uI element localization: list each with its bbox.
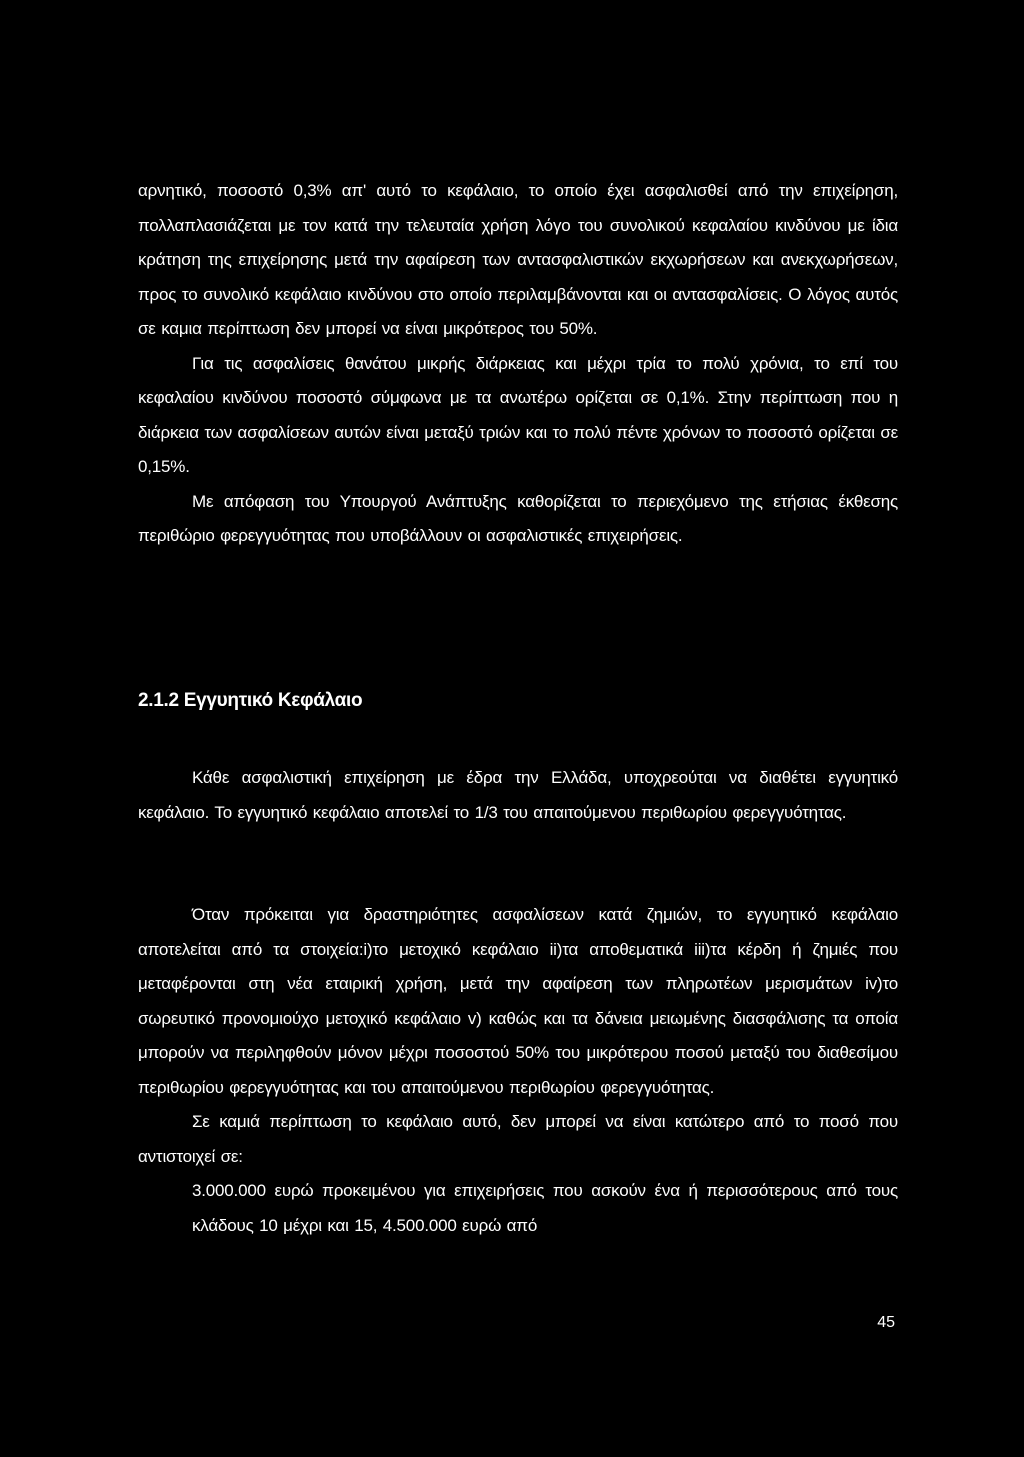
paragraph: Σε καμιά περίπτωση το κεφάλαιο αυτό, δεν μπορεί να είναι κατώτερο από το ποσό που αντιστοιχεί σε: — [138, 1112, 898, 1166]
paragraph: Όταν πρόκειται για δραστηριότητες ασφαλίσεων κατά ζημιών, το εγγυητικό κεφάλαιο αποτελείται από τα στοιχεία:i)το μετοχικό κεφάλαιο ii)τα αποθεματικά iii)τα κέρδη ή ζημιές που μεταφέρονται στη νέα εταιρική χρήση, μετά την αφαίρεση των πληρωτέων μερισμάτων iv)το σωρευτικό προνομιούχο μετοχικό κεφάλαιο v) καθώς και τα δάνεια μειωμένης διασφάλισης τα οποία μπορούν να περιληφθούν μόνον μέχρι ποσοστού 50% του μικρότερου ποσού μεταξύ του διαθεσίμου περιθωρίου φερεγγυότητας και του απαιτούμενου περιθωρίου φερεγγυότητας. — [138, 905, 898, 1097]
paragraph: αρνητικό, ποσοστό 0,3% απ' αυτό το κεφάλαιο, το οποίο έχει ασφαλισθεί από την επιχείρηση, πολλαπλασιάζεται με τον κατά την τελευταία χρήση λόγο του συνολικού κεφαλαίου κινδύνου με ίδια κράτηση της επιχείρησης μετά την αφαίρεση των αντασφαλιστικών εκχωρήσεων και ανεκχωρήσεων, προς το συνολικό κεφάλαιο κινδύνου στο οποίο περιλαμβάνονται και οι αντασφαλίσεις. Ο λόγος αυτός σε καμια περίπτωση δεν μπορεί να είναι μικρότερος του 50%. — [138, 181, 898, 338]
body-text-top — [138, 174, 898, 554]
page-number: 45 — [877, 1314, 895, 1331]
body-text-bottom — [138, 898, 898, 1243]
paragraph: Για τις ασφαλίσεις θανάτου μικρής διάρκειας και μέχρι τρία το πολύ χρόνια, το επί του κεφαλαίου κινδύνου ποσοστό σύμφωνα με τα ανωτέρω ορίζεται σε 0,1%. Στην περίπτωση που η διάρκεια των ασφαλίσεων αυτών είναι μεταξύ τριών και το πολύ πέντε χρόνων το ποσοστό ορίζεται σε 0,15%. — [138, 353, 898, 476]
list-item: 3.000.000 ευρώ προκειμένου για επιχειρήσεις που ασκούν ένα ή περισσότερους από τους κλάδους 10 μέχρι και 15, 4.500.000 ευρώ από — [192, 1181, 898, 1235]
paragraph: Κάθε ασφαλιστική επιχείρηση με έδρα την Ελλάδα, υποχρεούται να διαθέτει εγγυητικό κεφάλαιο. Το εγγυητικό κεφάλαιο αποτελεί το 1/3 του απαιτούμενου περιθωρίου φερεγγυότητας. — [138, 768, 898, 822]
paragraph: Με απόφαση του Υπουργού Ανάπτυξης καθορίζεται το περιεχόμενο της ετήσιας έκθεσης περιθώριο φερεγγυότητας που υποβάλλουν οι ασφαλιστικές επιχειρήσεις. — [138, 491, 898, 545]
section-heading: 2.1.2 Εγγυητικό Κεφάλαιο — [138, 690, 363, 711]
body-text-section — [138, 761, 898, 830]
